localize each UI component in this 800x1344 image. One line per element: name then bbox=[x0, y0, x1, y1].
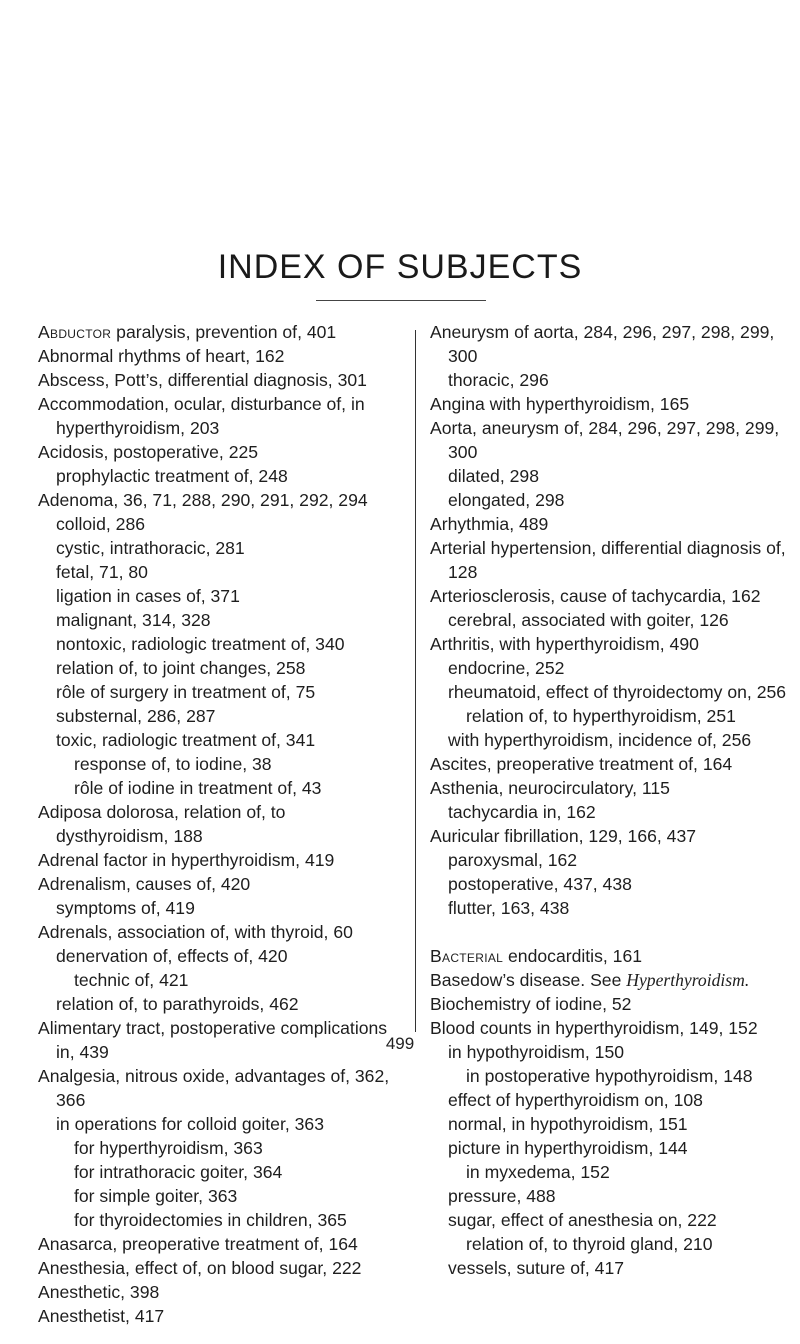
index-entry bbox=[430, 536, 790, 584]
index-entry bbox=[38, 944, 402, 968]
entry-text: Arterial hypertension, differential diagnosis of, 128 bbox=[430, 538, 786, 582]
entry-text: Basedow’s disease. See bbox=[430, 970, 627, 990]
index-entry bbox=[430, 1160, 790, 1184]
entry-text: thoracic, 296 bbox=[448, 370, 549, 390]
entry-text: postoperative, 437, 438 bbox=[448, 874, 632, 894]
entry-text: pressure, 488 bbox=[448, 1186, 556, 1206]
entry-text: malignant, 314, 328 bbox=[56, 610, 211, 630]
entry-text: in operations for colloid goiter, 363 bbox=[56, 1114, 324, 1134]
index-entry bbox=[38, 368, 402, 392]
entry-text: relation of, to joint changes, 258 bbox=[56, 658, 306, 678]
index-entry bbox=[38, 800, 402, 848]
entry-text: Ascites, preoperative treatment of, 164 bbox=[430, 754, 733, 774]
index-entry bbox=[430, 1112, 790, 1136]
index-entry bbox=[430, 368, 790, 392]
index-entry bbox=[38, 992, 402, 1016]
index-entry bbox=[38, 536, 402, 560]
entry-text: Auricular fibrillation, 129, 166, 437 bbox=[430, 826, 697, 846]
entry-text: Arthritis, with hyperthyroidism, 490 bbox=[430, 634, 699, 654]
index-entry bbox=[38, 560, 402, 584]
entry-text: endocarditis, 161 bbox=[503, 946, 643, 966]
entry-text: effect of hyperthyroidism on, 108 bbox=[448, 1090, 703, 1110]
entry-text: in hypothyroidism, 150 bbox=[448, 1042, 625, 1062]
index-entry bbox=[430, 1184, 790, 1208]
index-entry bbox=[38, 392, 402, 440]
index-entry bbox=[430, 1208, 790, 1232]
index-entry bbox=[430, 776, 790, 800]
entry-text: dilated, 298 bbox=[448, 466, 539, 486]
entry-text: cerebral, associated with goiter, 126 bbox=[448, 610, 729, 630]
entry-text: rôle of surgery in treatment of, 75 bbox=[56, 682, 316, 702]
entry-text: paralysis, prevention of, 401 bbox=[111, 322, 337, 342]
entry-text: Adiposa dolorosa, relation of, to dysthyroidism, 188 bbox=[38, 802, 286, 846]
index-entry bbox=[38, 608, 402, 632]
entry-text: Abnormal rhythms of heart, 162 bbox=[38, 346, 285, 366]
index-entry bbox=[38, 1232, 402, 1256]
index-entry bbox=[38, 968, 402, 992]
entry-text: in postoperative hypothyroidism, 148 bbox=[466, 1066, 753, 1086]
entry-text: paroxysmal, 162 bbox=[448, 850, 578, 870]
title-rule bbox=[316, 300, 486, 301]
index-entry bbox=[430, 1136, 790, 1160]
entry-text: nontoxic, radiologic treatment of, 340 bbox=[56, 634, 345, 654]
entry-text: in myxedema, 152 bbox=[466, 1162, 610, 1182]
index-entry bbox=[38, 872, 402, 896]
index-entry bbox=[38, 1280, 402, 1304]
entry-text: Arteriosclerosis, cause of tachycardia, 162 bbox=[430, 586, 761, 606]
entry-cross-reference: Hyperthyroidism. bbox=[626, 970, 750, 990]
entry-text: for intrathoracic goiter, 364 bbox=[74, 1162, 283, 1182]
entry-text: relation of, to parathyroids, 462 bbox=[56, 994, 299, 1014]
index-entry bbox=[430, 872, 790, 896]
entry-text: Aneurysm of aorta, 284, 296, 297, 298, 299, 300 bbox=[430, 322, 775, 366]
index-entry bbox=[430, 1256, 790, 1280]
entry-lead-word: Abductor bbox=[38, 322, 112, 342]
index-entry bbox=[430, 392, 790, 416]
index-entry bbox=[430, 584, 790, 608]
index-entry bbox=[38, 584, 402, 608]
index-entry bbox=[430, 752, 790, 776]
index-entry bbox=[430, 1088, 790, 1112]
index-entry bbox=[38, 320, 402, 344]
entry-text: elongated, 298 bbox=[448, 490, 565, 510]
index-entry bbox=[430, 320, 790, 368]
entry-text: response of, to iodine, 38 bbox=[74, 754, 272, 774]
entry-text: Abscess, Pott’s, differential diagnosis, 301 bbox=[38, 370, 367, 390]
index-entry bbox=[430, 992, 790, 1016]
index-entry bbox=[430, 488, 790, 512]
index-column-left bbox=[38, 320, 402, 1328]
column-divider bbox=[415, 330, 416, 1032]
index-entry bbox=[38, 1256, 402, 1280]
entry-text: colloid, 286 bbox=[56, 514, 146, 534]
entry-text: Analgesia, nitrous oxide, advantages of, 362, 366 bbox=[38, 1066, 390, 1110]
index-entry bbox=[38, 704, 402, 728]
index-entry bbox=[430, 512, 790, 536]
entry-text: Adenoma, 36, 71, 288, 290, 291, 292, 294 bbox=[38, 490, 368, 510]
entry-text: Aorta, aneurysm of, 284, 296, 297, 298, 299, 300 bbox=[430, 418, 780, 462]
index-entry bbox=[38, 488, 402, 512]
entry-text: Anesthesia, effect of, on blood sugar, 222 bbox=[38, 1258, 362, 1278]
index-entry bbox=[38, 848, 402, 872]
entry-text: Adrenal factor in hyperthyroidism, 419 bbox=[38, 850, 335, 870]
index-entry bbox=[430, 848, 790, 872]
entry-text: Biochemistry of iodine, 52 bbox=[430, 994, 632, 1014]
entry-text: endocrine, 252 bbox=[448, 658, 565, 678]
entry-text: Blood counts in hyperthyroidism, 149, 152 bbox=[430, 1018, 758, 1038]
index-entry bbox=[38, 344, 402, 368]
entry-text: flutter, 163, 438 bbox=[448, 898, 570, 918]
index-entry bbox=[430, 1064, 790, 1088]
index-entry bbox=[38, 1064, 402, 1112]
entry-text: symptoms of, 419 bbox=[56, 898, 195, 918]
index-entry bbox=[430, 824, 790, 848]
index-entry bbox=[430, 416, 790, 464]
index-entry bbox=[430, 800, 790, 824]
index-entry bbox=[430, 704, 790, 728]
entry-text: substernal, 286, 287 bbox=[56, 706, 216, 726]
entry-text: toxic, radiologic treatment of, 341 bbox=[56, 730, 316, 750]
entry-text: Angina with hyperthyroidism, 165 bbox=[430, 394, 690, 414]
entry-text: Anesthetist, 417 bbox=[38, 1306, 165, 1326]
index-entry bbox=[38, 512, 402, 536]
entry-text: picture in hyperthyroidism, 144 bbox=[448, 1138, 688, 1158]
index-entry bbox=[38, 776, 402, 800]
index-entry bbox=[430, 944, 790, 968]
entry-text: Adrenalism, causes of, 420 bbox=[38, 874, 251, 894]
entry-text: sugar, effect of anesthesia on, 222 bbox=[448, 1210, 717, 1230]
index-entry bbox=[430, 656, 790, 680]
index-entry bbox=[38, 1160, 402, 1184]
entry-text: Anasarca, preoperative treatment of, 164 bbox=[38, 1234, 358, 1254]
entry-text: vessels, suture of, 417 bbox=[448, 1258, 625, 1278]
index-entry bbox=[38, 1208, 402, 1232]
index-column-right bbox=[430, 320, 790, 1280]
index-entry bbox=[38, 680, 402, 704]
entry-text: for simple goiter, 363 bbox=[74, 1186, 238, 1206]
entry-text: with hyperthyroidism, incidence of, 256 bbox=[448, 730, 752, 750]
page-title: INDEX OF SUBJECTS bbox=[217, 248, 583, 286]
entry-text: Anesthetic, 398 bbox=[38, 1282, 160, 1302]
entry-text: for thyroidectomies in children, 365 bbox=[74, 1210, 347, 1230]
entry-text: relation of, to hyperthyroidism, 251 bbox=[466, 706, 736, 726]
entry-text: normal, in hypothyroidism, 151 bbox=[448, 1114, 688, 1134]
index-entry bbox=[38, 1112, 402, 1136]
entry-text: Adrenals, association of, with thyroid, 60 bbox=[38, 922, 353, 942]
index-entry bbox=[38, 728, 402, 752]
index-entry bbox=[430, 632, 790, 656]
index-entry bbox=[430, 608, 790, 632]
entry-text: tachycardia in, 162 bbox=[448, 802, 596, 822]
index-entry bbox=[38, 896, 402, 920]
entry-text: Acidosis, postoperative, 225 bbox=[38, 442, 259, 462]
index-entry bbox=[430, 1232, 790, 1256]
entry-text: denervation of, effects of, 420 bbox=[56, 946, 288, 966]
entry-text: rôle of iodine in treatment of, 43 bbox=[74, 778, 322, 798]
entry-text: fetal, 71, 80 bbox=[56, 562, 148, 582]
entry-text: ligation in cases of, 371 bbox=[56, 586, 240, 606]
index-entry bbox=[38, 632, 402, 656]
index-entry bbox=[38, 1184, 402, 1208]
index-entry bbox=[38, 440, 402, 464]
index-entry bbox=[430, 896, 790, 920]
index-entry bbox=[38, 1304, 402, 1328]
page-number: 499 bbox=[385, 1034, 415, 1053]
entry-lead-word: Bacterial bbox=[430, 946, 504, 966]
index-entry bbox=[38, 752, 402, 776]
index-entry bbox=[38, 464, 402, 488]
index-entry bbox=[430, 680, 790, 704]
entry-text: rheumatoid, effect of thyroidectomy on, 256 bbox=[448, 682, 787, 702]
index-entry bbox=[38, 656, 402, 680]
entry-text: Alimentary tract, postoperative complications in, 439 bbox=[38, 1018, 388, 1062]
index-entry bbox=[430, 464, 790, 488]
index-entry bbox=[430, 968, 790, 992]
entry-text: cystic, intrathoracic, 281 bbox=[56, 538, 245, 558]
entry-text: Accommodation, ocular, disturbance of, in hyperthyroidism, 203 bbox=[38, 394, 365, 438]
entry-text: relation of, to thyroid gland, 210 bbox=[466, 1234, 713, 1254]
entry-text: prophylactic treatment of, 248 bbox=[56, 466, 288, 486]
index-entry bbox=[430, 728, 790, 752]
index-entry bbox=[38, 1136, 402, 1160]
entry-text: technic of, 421 bbox=[74, 970, 189, 990]
index-entry bbox=[38, 920, 402, 944]
entry-text: Asthenia, neurocirculatory, 115 bbox=[430, 778, 670, 798]
entry-text: for hyperthyroidism, 363 bbox=[74, 1138, 263, 1158]
entry-text: Arhythmia, 489 bbox=[430, 514, 549, 534]
